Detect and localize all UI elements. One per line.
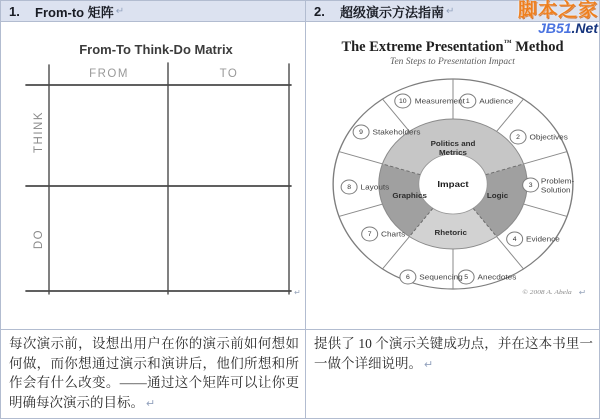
wheel-copyright: © 2008 A. Abela xyxy=(521,288,572,296)
watermark-brand-text: 脚本之家 xyxy=(517,0,598,21)
section-1-header xyxy=(1,1,306,22)
logic-label: Logic xyxy=(486,191,508,200)
paragraph-mark: ↵ xyxy=(294,288,301,297)
svg-text:4: 4 xyxy=(512,236,517,243)
politics-metrics-label-line1: Politics and xyxy=(430,139,475,148)
section-2-title: 超级演示方法指南 xyxy=(340,4,445,20)
wheel-title: The Extreme Presentation™ Method xyxy=(341,38,564,55)
paragraph-mark: ↵ xyxy=(424,358,434,371)
svg-text:Problem-: Problem- xyxy=(540,176,574,186)
svg-text:2: 2 xyxy=(515,134,520,141)
section-1-title: From-to 矩阵 xyxy=(35,4,114,20)
paragraph-mark: ↵ xyxy=(146,397,156,410)
section-2-note: 提供了 10 个演示关键成功点，并在这本书里一一做个详细说明。 ↵ xyxy=(314,336,593,371)
matrix-col-from: FROM xyxy=(89,68,129,80)
section-1-number: 1. xyxy=(9,3,20,19)
matrix-title: From-To Think-Do Matrix xyxy=(79,42,233,57)
svg-text:9: 9 xyxy=(358,129,363,136)
graphics-label: Graphics xyxy=(391,191,427,200)
svg-text:Audience: Audience xyxy=(478,96,514,106)
paragraph-mark: ↵ xyxy=(446,5,455,17)
matrix-row-do: DO xyxy=(33,228,45,250)
svg-text:Sequencing: Sequencing xyxy=(418,272,463,282)
center-impact-label: Impact xyxy=(436,179,469,189)
svg-text:7: 7 xyxy=(367,231,372,238)
svg-text:5: 5 xyxy=(463,274,468,281)
svg-text:3: 3 xyxy=(528,182,533,189)
step-3-problem-solution xyxy=(522,177,574,194)
paragraph-mark: ↵ xyxy=(115,5,125,17)
svg-text:Layouts: Layouts xyxy=(360,182,389,192)
extreme-presentation-figure xyxy=(306,22,599,330)
svg-text:Stakeholders: Stakeholders xyxy=(372,127,420,137)
matrix-col-to: TO xyxy=(219,68,239,80)
from-to-matrix-figure xyxy=(1,22,306,330)
from-to-matrix-diagram xyxy=(5,37,303,329)
svg-text:Anecdotes: Anecdotes xyxy=(477,272,516,282)
section-2-header xyxy=(306,1,599,22)
rhetoric-label: Rhetoric xyxy=(434,228,467,237)
section-2-number: 2. xyxy=(314,3,325,19)
svg-text:Charts: Charts xyxy=(380,229,405,239)
matrix-row-think: THINK xyxy=(33,111,45,153)
matrix-grid-lines-vertical xyxy=(49,63,289,294)
section-1-note: 每次演示前，设想出用户在你的演示前如何想如何做，而你想通过演示和演讲后，他们所想和所作会有什么改变。——通过这个矩阵可以让你更明确每次演示的目标。 ↵ xyxy=(1,330,306,418)
svg-text:Solution: Solution xyxy=(540,185,571,195)
politics-metrics-label-line2: Metrics xyxy=(438,148,467,157)
svg-text:Evidence: Evidence xyxy=(525,234,560,244)
svg-text:8: 8 xyxy=(346,184,351,191)
svg-text:10: 10 xyxy=(398,98,407,105)
svg-text:Objectives: Objectives xyxy=(528,132,568,142)
watermark-domain-text: JB51.Net xyxy=(538,20,598,36)
svg-text:Measurement: Measurement xyxy=(414,96,465,106)
wheel-subtitle: Ten Steps to Presentation Impact xyxy=(390,57,515,68)
svg-text:6: 6 xyxy=(405,274,410,281)
matrix-grid-lines xyxy=(26,85,291,291)
ten-steps-wheel-diagram xyxy=(316,78,590,300)
paragraph-mark: ↵ xyxy=(578,287,586,297)
trademark-symbol: ™ xyxy=(503,38,512,47)
svg-text:1: 1 xyxy=(465,98,470,105)
